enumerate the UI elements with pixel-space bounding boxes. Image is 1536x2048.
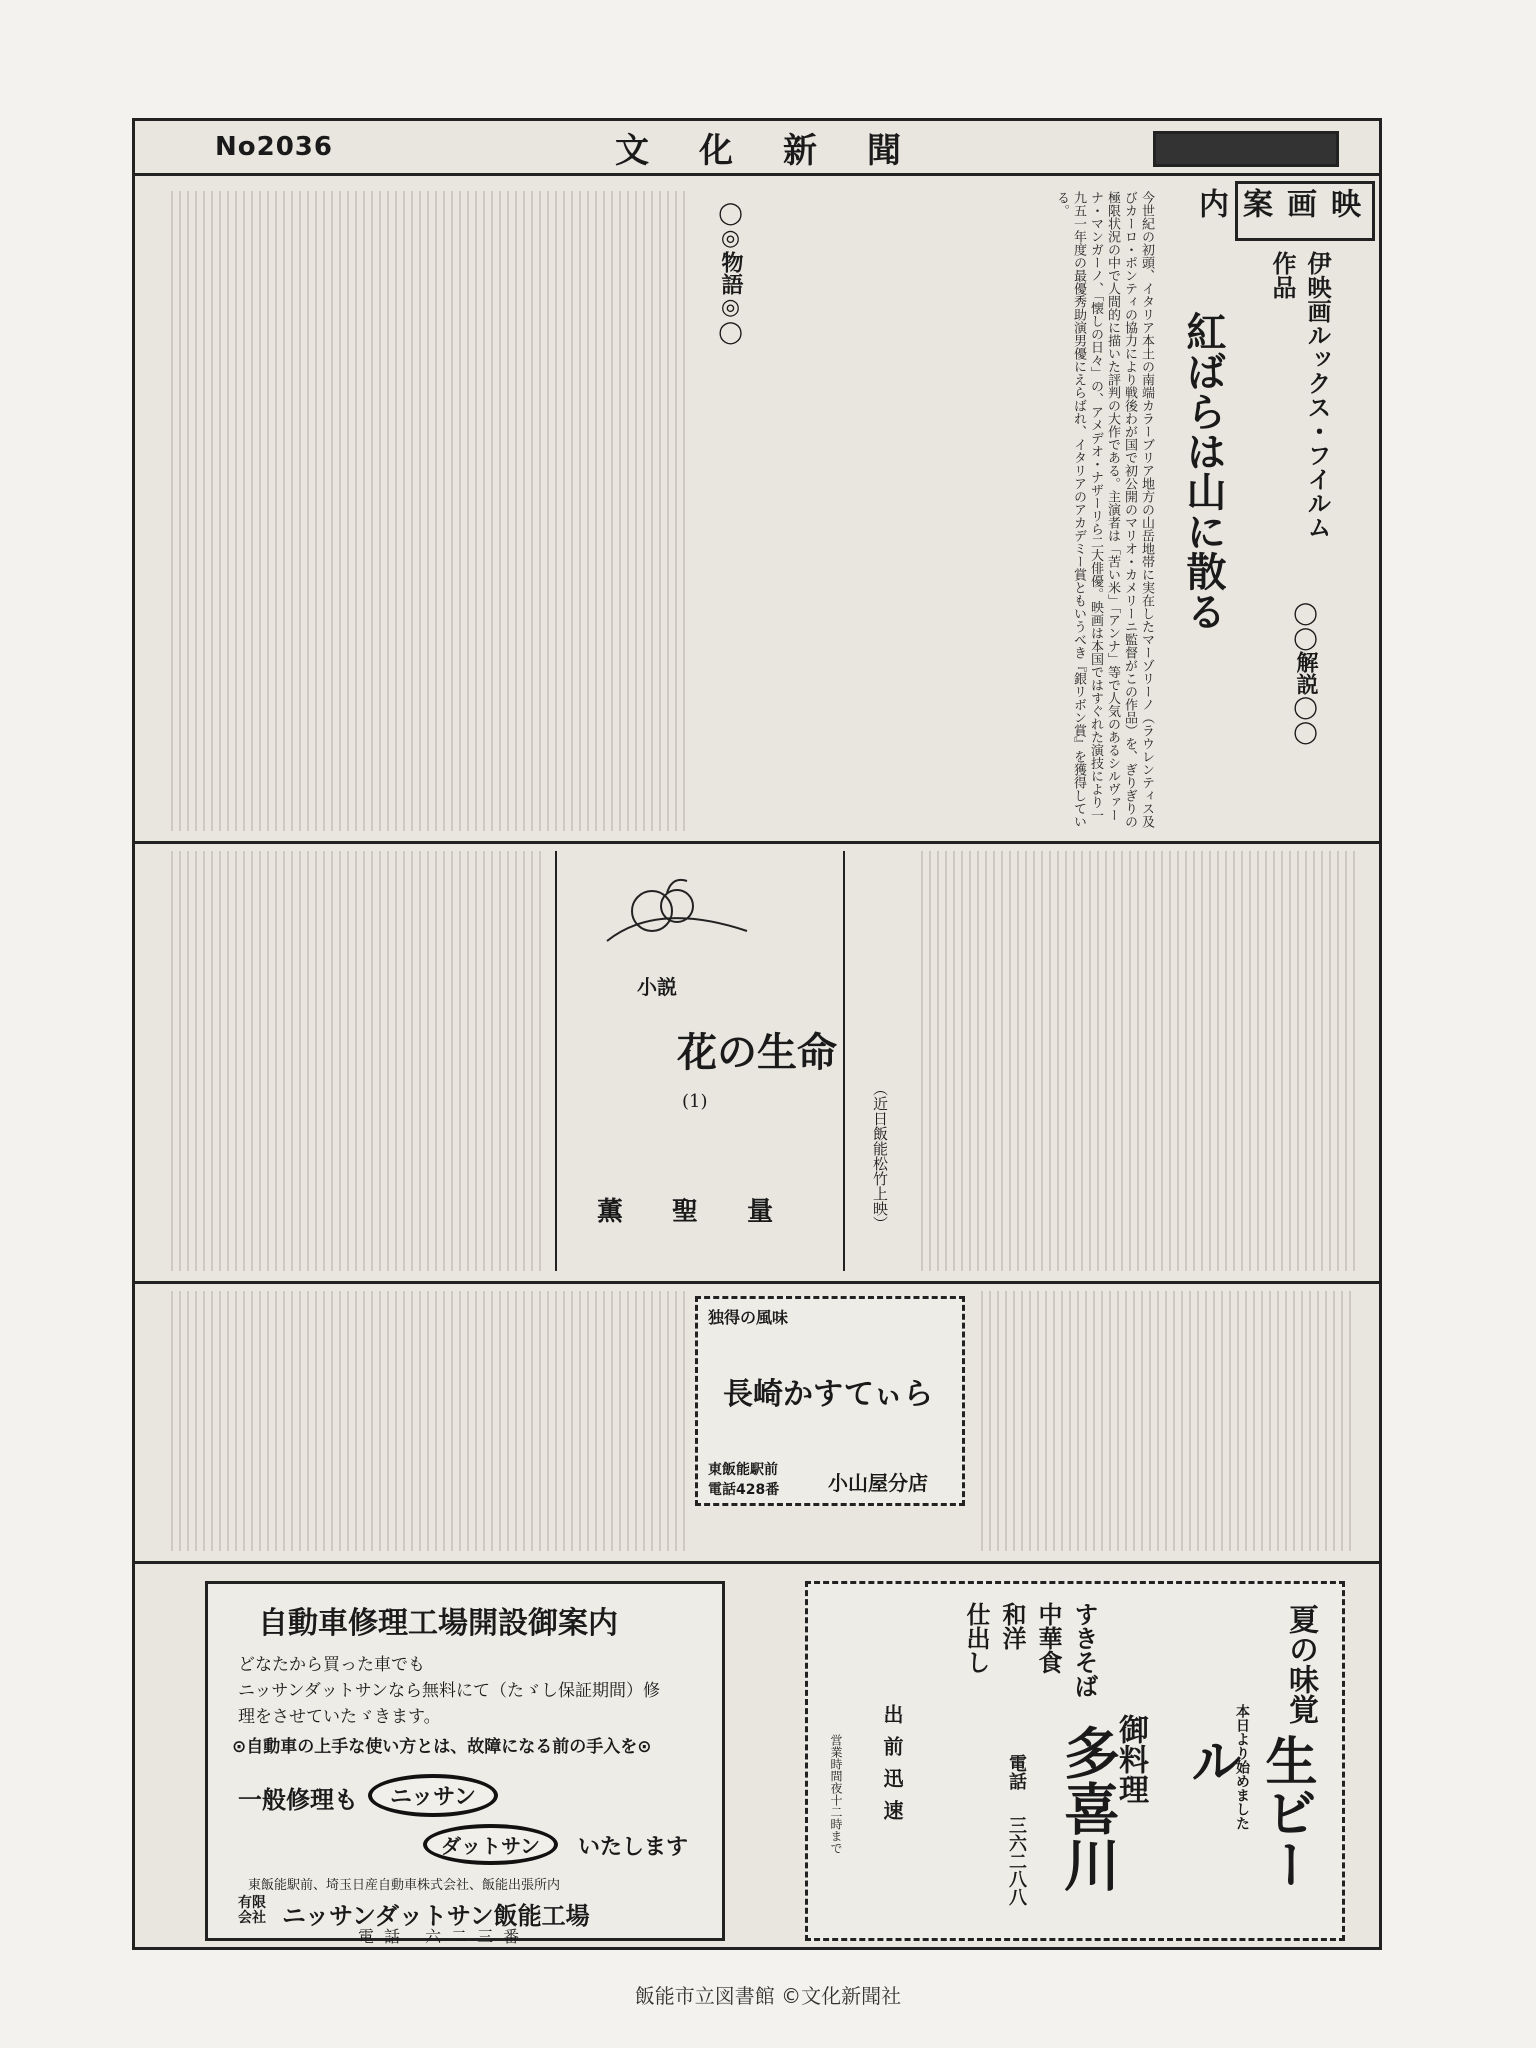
footer-credit: 飯能市立図書館 ©文化新聞社: [634, 1984, 902, 2008]
kaisetsu-label: ◯◯解説◯◯: [1293, 601, 1318, 745]
garage-ad-line4: ⊙自動車の上手な使い方とは、故障になる前の手入を⊙: [232, 1737, 652, 1757]
garage-ad-location: 東飯能駅前、埼玉日産自動車株式会社、飯能出張所内: [248, 1878, 561, 1893]
article-columns-mid-right: [915, 851, 1355, 1271]
newspaper-page: [132, 118, 1382, 1950]
garage-ad: [205, 1581, 725, 1946]
divider-3: [135, 1561, 1379, 1564]
garage-ad-company: ニッサンダットサン飯能工場: [282, 1901, 590, 1930]
movie-section-box: [1193, 181, 1375, 241]
screening-caption: （近日飯能松竹上映）: [871, 1081, 889, 1231]
novel-title: 花の生命: [677, 1029, 837, 1076]
restaurant-ad-beer: 生ビール: [1181, 1734, 1317, 1890]
restaurant-ad-delivery: 出前迅速: [880, 1704, 904, 1832]
movie-section-label: 映画案内: [1193, 188, 1360, 218]
date-box: [1153, 131, 1339, 167]
article-columns-lower-right: [975, 1291, 1355, 1551]
castella-ad: [695, 1296, 965, 1506]
datsun-logo: ダットサン: [423, 1824, 558, 1865]
monogatari-label: ◯◎物語◎◯: [718, 201, 743, 345]
castella-ad-top: 独得の風味: [708, 1308, 789, 1327]
castella-ad-addr: 東飯能駅前: [708, 1462, 778, 1478]
castella-ad-shop: 小山屋分店: [828, 1471, 928, 1495]
novel-author: 薫 聖 量: [597, 1197, 794, 1227]
restaurant-ad-menu: すきそば 中華食 和洋 仕出し: [962, 1602, 1099, 1698]
article-columns-top: [165, 191, 685, 831]
novel-part: (1): [682, 1091, 708, 1112]
divider-2: [135, 1281, 1379, 1284]
castella-ad-tel: 電話428番: [708, 1482, 780, 1498]
divider-1: [135, 841, 1379, 844]
garage-ad-line3: 理をさせていたゞきます。: [238, 1707, 441, 1727]
movie-company: 伊映画ルックス・フイルム作品: [1268, 251, 1331, 539]
novel-illustration-icon: [597, 871, 757, 961]
garage-ad-tel: 電話 六二三番: [358, 1927, 530, 1946]
nissan-logo: ニッサン: [368, 1774, 498, 1817]
novel-label: 小説: [637, 975, 677, 999]
article-columns-mid-left: [165, 851, 545, 1271]
masthead: [135, 121, 1379, 176]
restaurant-ad-hours: 営業時間夜十二時まで: [829, 1734, 843, 1854]
garage-ad-line2: ニッサンダットサンなら無料にて（たゞし保証期間）修: [238, 1681, 660, 1701]
garage-ad-company-type: 有限会社: [238, 1895, 266, 1926]
castella-ad-name: 長崎かすてぃら: [723, 1377, 934, 1412]
article-columns-lower-left: [165, 1291, 685, 1551]
restaurant-ad-cuisine: 御料理: [1113, 1714, 1148, 1804]
movie-title: 紅ばらは山に散る: [1180, 311, 1227, 631]
garage-ad-title: 自動車修理工場開設御案内: [258, 1606, 618, 1641]
restaurant-ad-started: 本日より始めました: [1234, 1704, 1250, 1830]
paper-title: 文化新聞: [615, 130, 951, 171]
restaurant-ad-summer: 夏の味覚: [1283, 1604, 1318, 1724]
novel-box: [555, 851, 845, 1271]
kaisetsu-text: 今世紀の初頭、イタリア本土の南端カラーブリア地方の山岳地帯に実在したマーゾリーノ（ラウレンティス及びカーロ・ポンティの協力により戦後わが国で初公開のマリオ・カメリーニ監督がこの作品）を、ぎりぎりの極限状況の中で人間的に描いた評判の大作である。主演者は「苦い米」「アンナ」等で人気のあるシルヴァーナ・マンガーノ、「懐しの日々」の、アメデオ・ナザーリら二大俳優。映画は本国ではすぐれた演技により一九五一年度の最優秀助演男優にえらばれ、イタリアのアカデミー賞ともいうべき『銀リボン賞』を獲得している。: [1054, 191, 1154, 828]
issue-number: No2036: [215, 132, 333, 162]
garage-ad-line1: どなたから買った車でも: [238, 1655, 425, 1675]
garage-ad-repair-b: いたします: [578, 1834, 689, 1860]
restaurant-ad-tel: 三六二八八: [1006, 1816, 1027, 1906]
restaurant-ad-tel-label: 電話: [1006, 1754, 1027, 1790]
restaurant-ad: [805, 1581, 1345, 1941]
restaurant-ad-name: 多喜川: [1055, 1724, 1121, 1892]
garage-ad-repair-a: 一般修理も: [238, 1785, 358, 1814]
